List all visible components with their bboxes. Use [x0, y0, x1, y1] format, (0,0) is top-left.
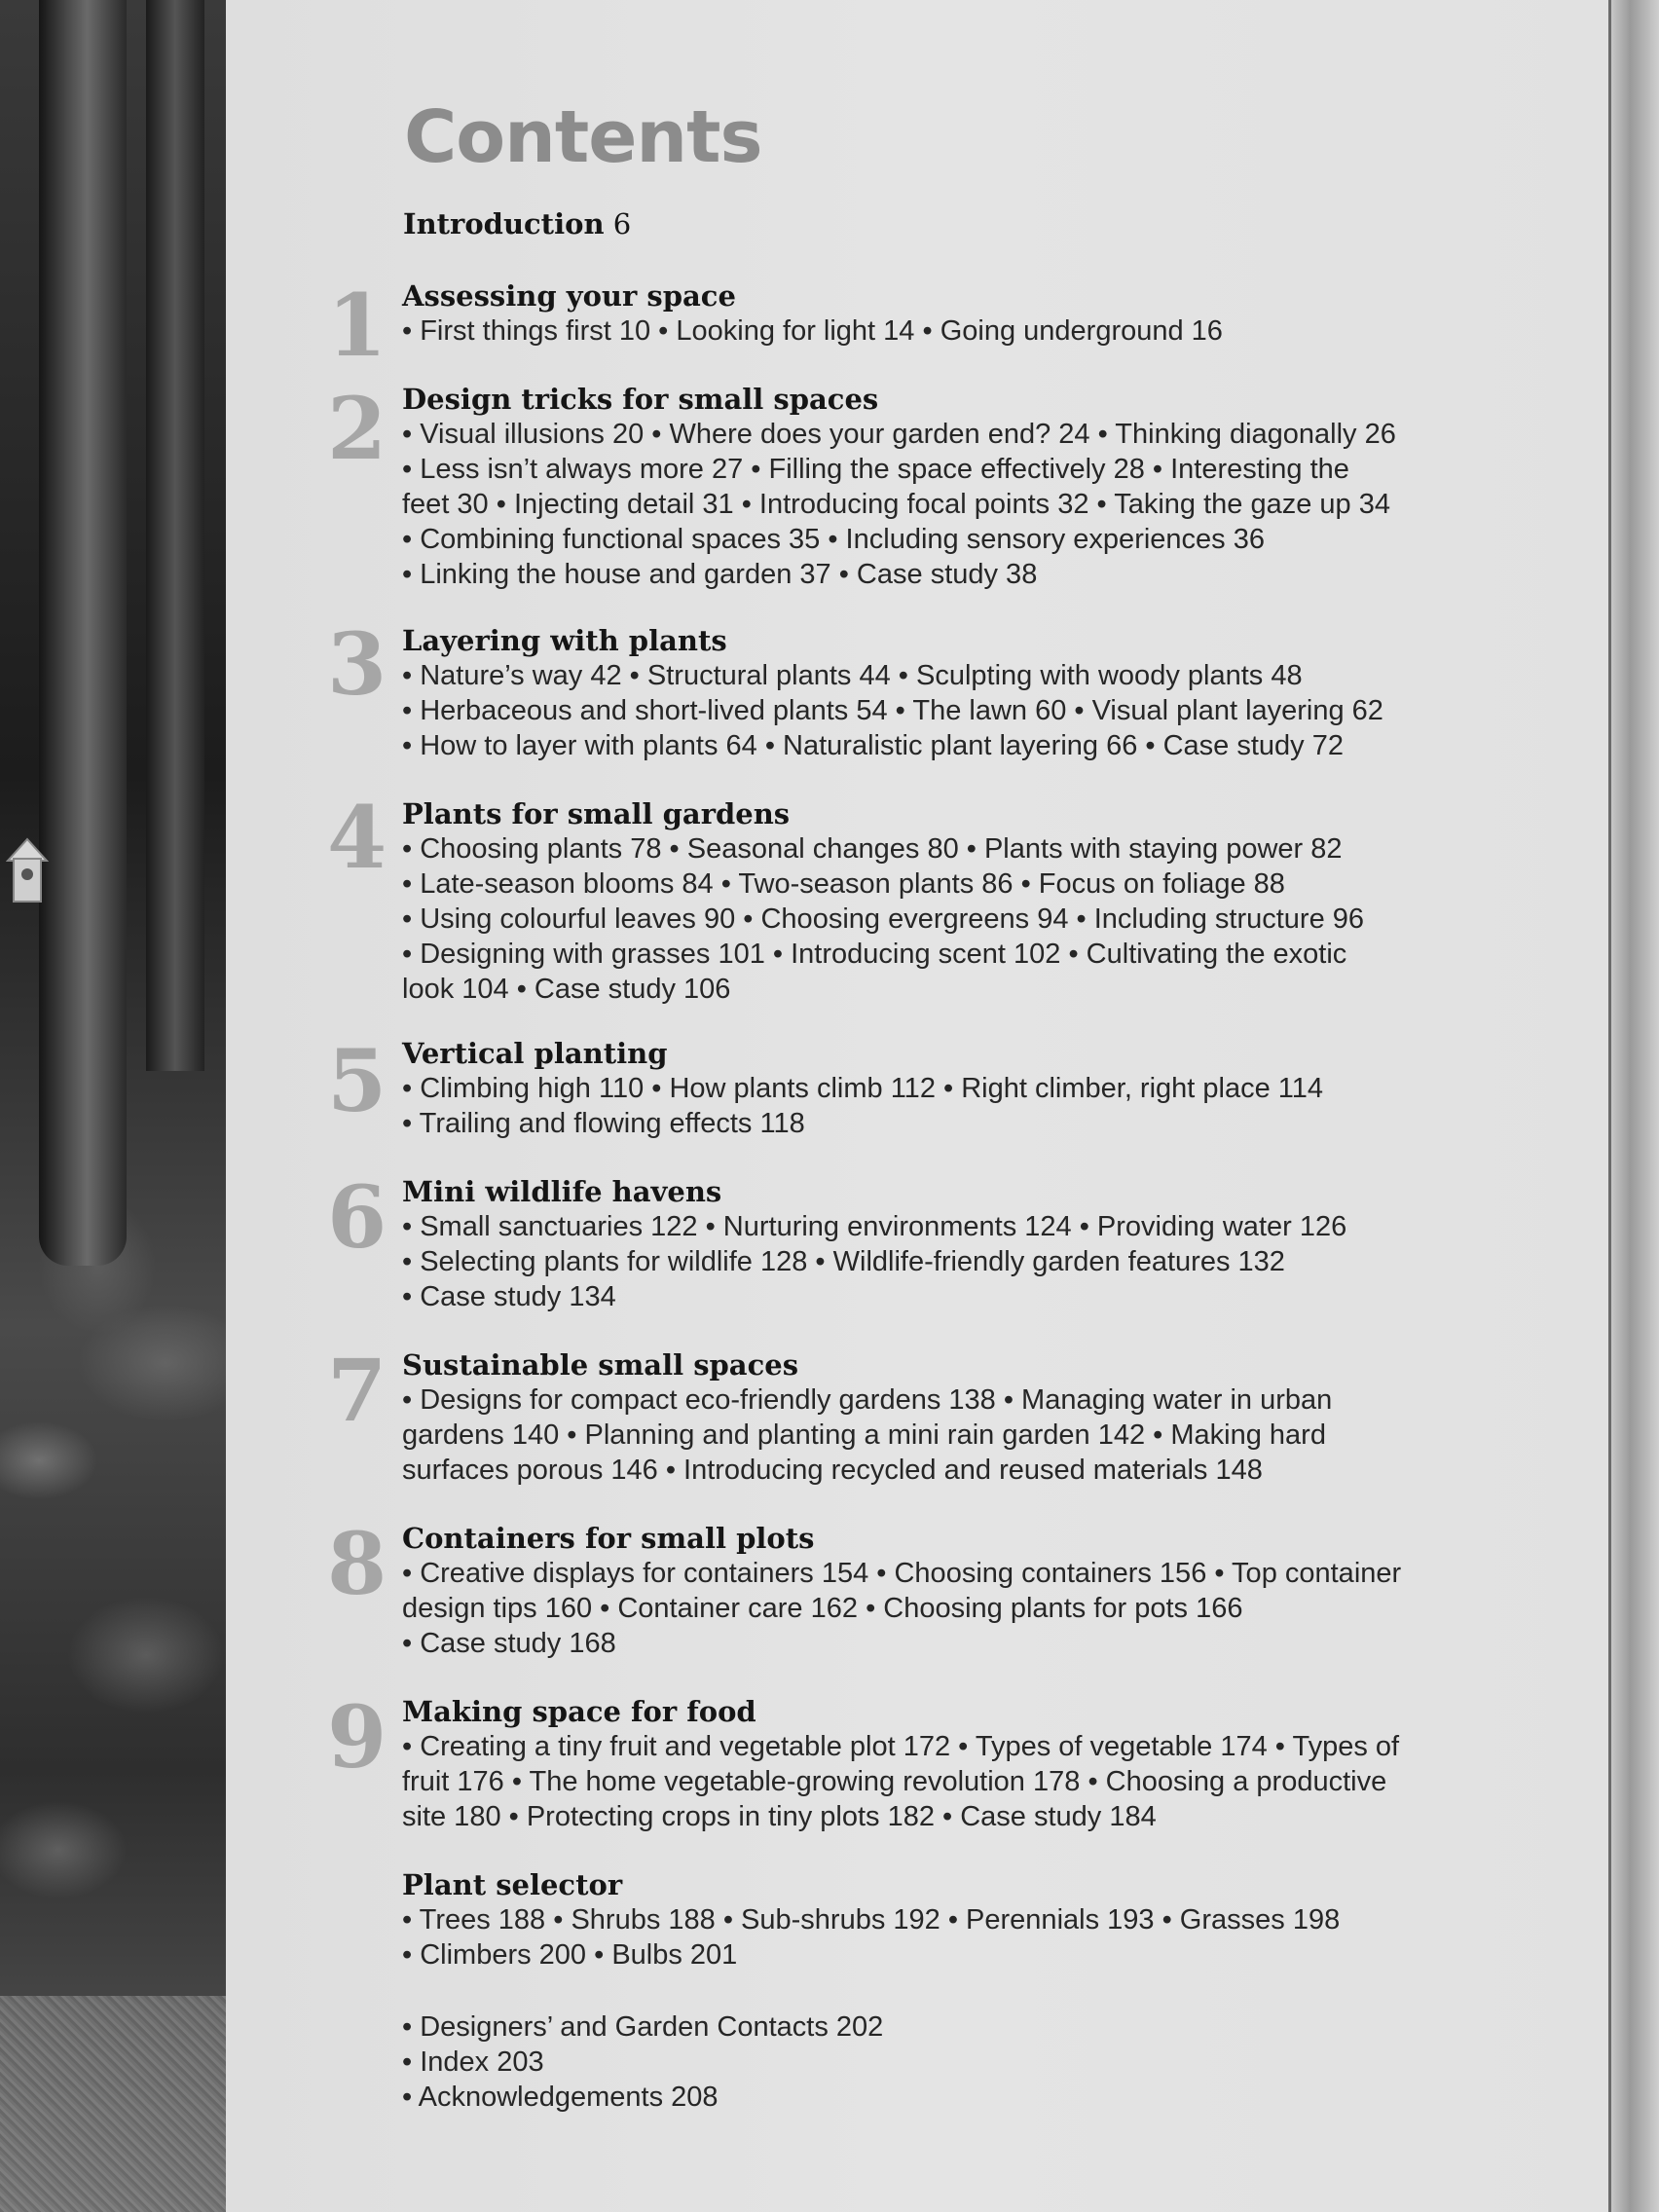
chapter-heading: Plants for small gardens — [402, 797, 791, 830]
chapter-entry-line: look 104 • Case study 106 — [402, 974, 731, 1005]
chapter-body — [402, 1347, 1493, 1488]
chapter-entry-line: • How to layer with plants 64 • Naturalistic plant layering 66 • Case study 72 — [402, 730, 1344, 761]
chapter-number: 5 — [327, 1030, 387, 1131]
chapter-entry-line: • Trailing and flowing effects 118 — [402, 1108, 805, 1139]
tree-trunk — [39, 0, 127, 1266]
chapter-heading: Assessing your space — [402, 279, 736, 313]
chapter-body — [402, 382, 1493, 592]
chapter-entry-line: • Choosing plants 78 • Seasonal changes 80 • Plants with staying power 82 — [402, 833, 1343, 865]
chapter-entry-line: • Trees 188 • Shrubs 188 • Sub-shrubs 192 • Perennials 193 • Grasses 198 — [402, 1904, 1341, 1936]
chapter-body — [402, 278, 1493, 349]
garden-photo — [0, 0, 226, 2212]
chapter-body — [402, 623, 1493, 763]
chapter-entry-line: • Designers’ and Garden Contacts 202 — [402, 2011, 884, 2043]
chapter-heading: Sustainable small spaces — [402, 1348, 799, 1382]
chapter-entry-line: • Using colourful leaves 90 • Choosing evergreens 94 • Including structure 96 — [402, 903, 1365, 935]
chapter-body — [402, 1036, 1493, 1141]
chapter-entry-line: • Acknowledgements 208 — [402, 2082, 719, 2113]
chapter-heading: Plant selector — [402, 1868, 623, 1901]
chapter-number: 6 — [327, 1166, 387, 1268]
chapter-entry-line: feet 30 • Injecting detail 31 • Introducing focal points 32 • Taking the gaze up 34 — [402, 489, 1390, 520]
chapter-number: 4 — [327, 787, 387, 888]
chapter-entry-line: gardens 140 • Planning and planting a mini rain garden 142 • Making hard — [402, 1419, 1326, 1451]
chapter-entry-line: • Creative displays for containers 154 • Choosing containers 156 • Top container — [402, 1558, 1402, 1589]
chapter-body — [402, 1694, 1493, 1834]
chapter-number: 9 — [327, 1686, 387, 1788]
chapter-number: 1 — [327, 275, 387, 376]
chapter-entry-line: • Late-season blooms 84 • Two-season plants 86 • Focus on foliage 88 — [402, 868, 1285, 900]
chapter-entry-line: • Small sanctuaries 122 • Nurturing environments 124 • Providing water 126 — [402, 1211, 1347, 1242]
chapter-entry-line: • Case study 134 — [402, 1281, 616, 1312]
chapter-entry-line: • First things first 10 • Looking for light 14 • Going underground 16 — [402, 315, 1223, 347]
chapter-entry-line: • Designing with grasses 101 • Introducing scent 102 • Cultivating the exotic — [402, 939, 1347, 970]
chapter-heading: Vertical planting — [402, 1037, 668, 1070]
chapter-number: 7 — [327, 1340, 387, 1441]
page-stack-edge — [1611, 0, 1659, 2212]
chapter-heading: Mini wildlife havens — [402, 1175, 722, 1208]
chapter-entry-line: • Selecting plants for wildlife 128 • Wildlife-friendly garden features 132 — [402, 1246, 1285, 1277]
chapter-heading: Making space for food — [402, 1695, 756, 1728]
introduction-label: Introduction — [403, 207, 605, 240]
chapter-heading: Design tricks for small spaces — [402, 383, 879, 416]
chapter-number: 2 — [327, 378, 387, 479]
tree-trunk-right — [146, 0, 204, 1071]
page-title: Contents — [404, 95, 762, 179]
chapter-body — [402, 2009, 1493, 2115]
chapter-entry-line: surfaces porous 146 • Introducing recycled and reused materials 148 — [402, 1455, 1263, 1486]
chapter-heading: Layering with plants — [402, 624, 727, 657]
chapter-entry-line: • Combining functional spaces 35 • Including sensory experiences 36 — [402, 524, 1265, 555]
birdhouse-icon — [6, 835, 49, 907]
chapter-entry-line: • Herbaceous and short-lived plants 54 • The lawn 60 • Visual plant layering 62 — [402, 695, 1383, 726]
chapter-body — [402, 796, 1493, 1007]
chapter-body — [402, 1521, 1493, 1661]
chapter-entry-line: • Index 203 — [402, 2046, 544, 2078]
chapter-entry-line: • Creating a tiny fruit and vegetable plot 172 • Types of vegetable 174 • Types of — [402, 1731, 1400, 1762]
chapter-number: 8 — [327, 1513, 387, 1614]
chapter-entry-line: • Case study 168 — [402, 1628, 616, 1659]
chapter-entry-line: fruit 176 • The home vegetable-growing revolution 178 • Choosing a productive — [402, 1766, 1387, 1797]
introduction-entry — [403, 207, 631, 240]
chapter-entry-line: design tips 160 • Container care 162 • Choosing plants for pots 166 — [402, 1593, 1243, 1624]
chapter-entry-line: • Climbers 200 • Bulbs 201 — [402, 1939, 738, 1971]
chapter-entry-line: site 180 • Protecting crops in tiny plots 182 • Case study 184 — [402, 1801, 1157, 1832]
chapter-entry-line: • Nature’s way 42 • Structural plants 44 • Sculpting with woody plants 48 — [402, 660, 1303, 691]
chapter-body — [402, 1174, 1493, 1314]
chapter-entry-line: • Climbing high 110 • How plants climb 112 • Right climber, right place 114 — [402, 1073, 1324, 1104]
chapter-number: 3 — [327, 613, 387, 715]
chapter-entry-line: • Designs for compact eco-friendly gardens 138 • Managing water in urban — [402, 1384, 1333, 1416]
chapter-body — [402, 1867, 1493, 1972]
introduction-page: 6 — [612, 207, 632, 240]
gravel-path — [0, 1996, 226, 2212]
chapter-entry-line: • Visual illusions 20 • Where does your garden end? 24 • Thinking diagonally 26 — [402, 419, 1396, 450]
chapter-heading: Containers for small plots — [402, 1522, 815, 1555]
chapter-entry-line: • Linking the house and garden 37 • Case study 38 — [402, 559, 1038, 590]
chapter-entry-line: • Less isn’t always more 27 • Filling the space effectively 28 • Interesting the — [402, 454, 1349, 485]
